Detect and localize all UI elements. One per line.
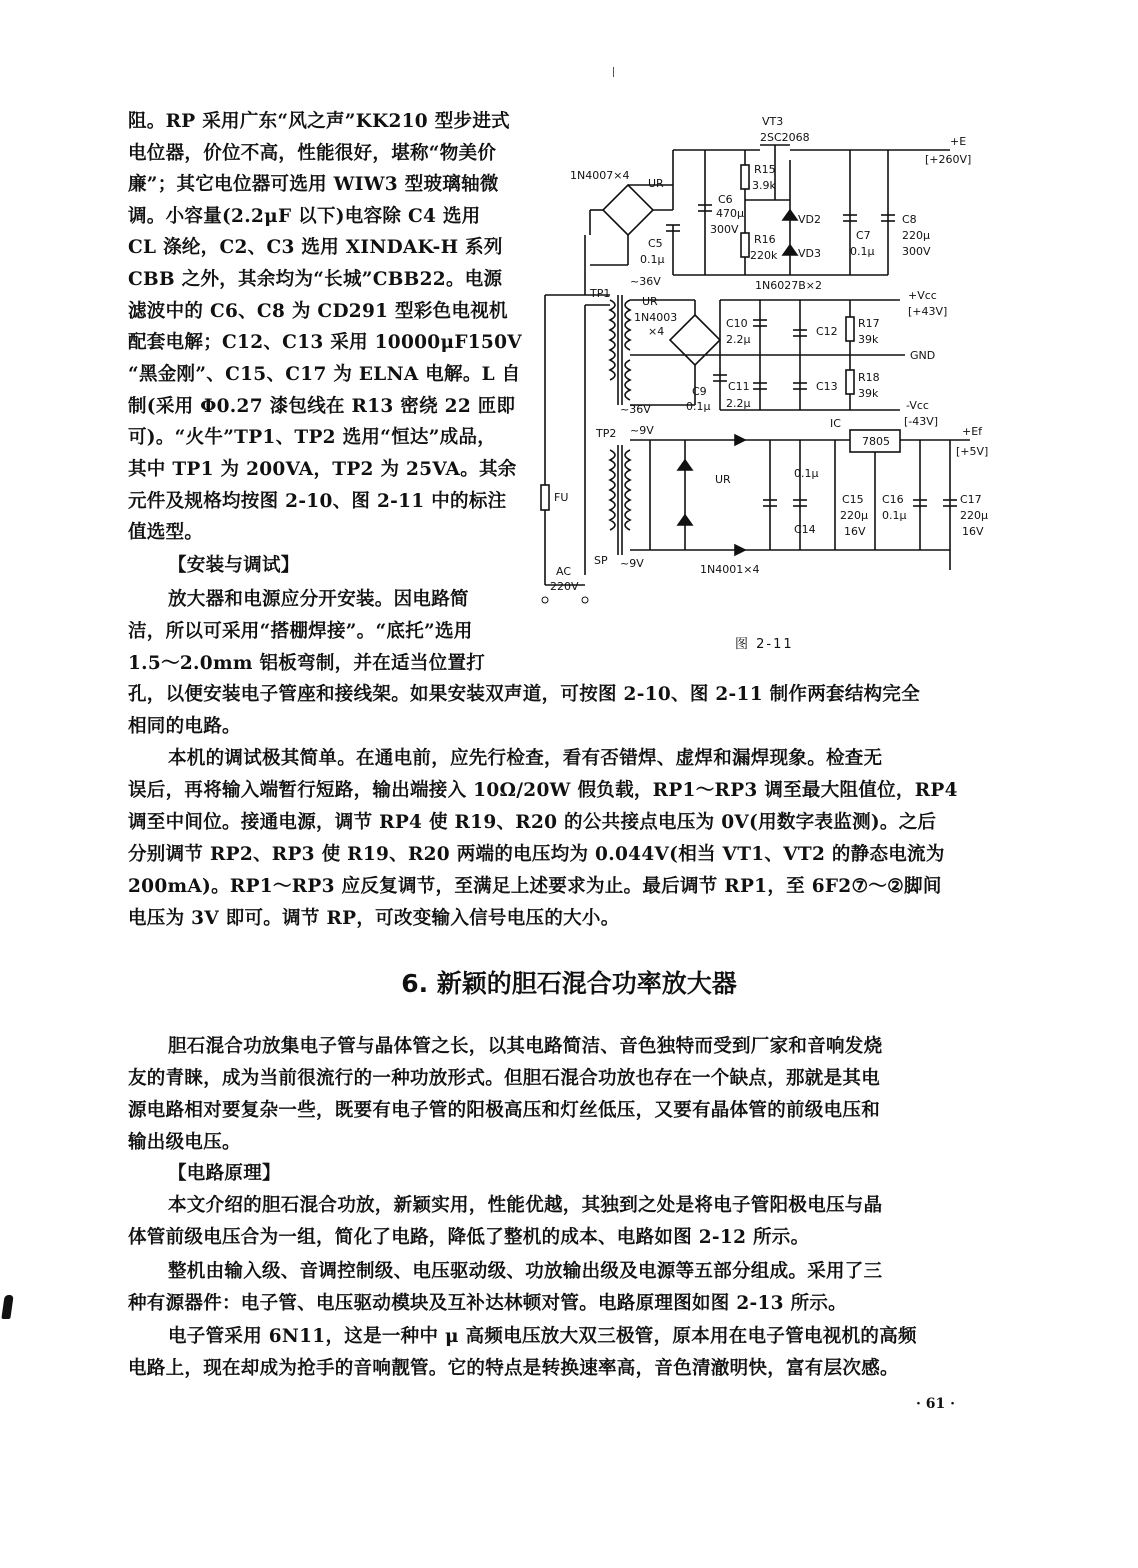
label-gnd: GND [910,349,936,362]
label-c10-val: 2.2μ [726,333,751,346]
body-line: 元件及规格均按图 2-10、图 2-11 中的标注 [128,491,507,512]
label-plus-ef: +Ef [962,425,983,438]
label-vd2: VD2 [798,213,821,226]
label-bridge-l: 1N4003 [634,311,678,324]
label-vt3-type: 2SC2068 [760,131,810,144]
scan-tick [613,67,614,77]
circuit-diagram [530,105,1000,615]
label-c14: C14 [794,523,816,536]
body-line: 输出级电压。 [128,1132,241,1153]
label-c17: C17 [960,493,982,506]
body-line: 调至中间位。接通电源，调节 RP4 使 R19、R20 的公共接点电压为 0V(用数字表监测)。之后 [128,812,937,833]
label-c9-val: 0.1μ [686,400,711,413]
label-c8: C8 [902,213,917,226]
body-line: CL 涤纶，C2、C3 选用 XINDAK-H 系列 [128,237,503,258]
section-heading-install: 【安装与调试】 [168,555,300,576]
body-line: 胆石混合功放集电子管与晶体管之长，以其电路简洁、音色独特而受到厂家和音响发烧 [168,1036,883,1057]
body-line: 孔，以便安装电子管座和接线架。如果安装双声道，可按图 2-10、图 2-11 制作两套结构完全 [128,684,921,705]
label-c16-val: 0.1μ [882,509,907,522]
body-line: 整机由输入级、音调控制级、电压驱动级、功放输出级及电源等五部分组成。采用了三 [168,1261,883,1282]
label-diodes-top: 1N6027B×2 [755,279,822,292]
label-r15-val: 3.9k [752,179,776,192]
label-vcc-pos: +Vcc [908,289,937,302]
body-line: 调。小容量(2.2μF 以下)电容除 C4 选用 [128,206,481,227]
label-c8-val1: 220μ [902,229,930,242]
body-line: 廉”；其它电位器可选用 WIW3 型玻璃轴微 [128,174,499,195]
section-title: 6. 新颖的胆石混合功率放大器 [401,969,737,998]
label-c16: C16 [882,493,904,506]
label-r18: R18 [858,371,880,384]
body-line: 相同的电路。 [128,716,241,737]
body-line: 电压为 3V 即可。调节 RP，可改变输入信号电压的大小。 [128,908,620,929]
label-r16: R16 [754,233,776,246]
label-ur-l: UR [642,295,658,308]
label-c14-val: 0.1μ [794,467,819,480]
label-vcc-neg: -Vcc [906,399,929,412]
label-r15: R15 [754,163,776,176]
figure-caption: 图 2-11 [735,637,794,652]
label-c11-val: 2.2μ [726,397,751,410]
label-c9: C9 [692,385,707,398]
label-c17-val2: 16V [962,525,984,538]
label-sp: SP [594,554,608,567]
label-c13: C13 [816,380,838,393]
label-c6: C6 [718,193,733,206]
body-line: 电位器，价位不高，性能很好，堪称“物美价 [128,143,497,164]
body-line: 分别调节 RP2、RP3 使 R19、R20 两端的电压均为 0.044V(相当 VT1、VT2 的静态电流为 [128,844,945,865]
body-line: 源电路相对要复杂一些，既要有电子管的阳极高压和灯丝低压，又要有晶体管的前级电压和 [128,1100,881,1121]
body-line: 电子管采用 6N11，这是一种中 μ 高频电压放大双三极管，原本用在电子管电视机的高频 [168,1326,917,1347]
body-line: 本机的调试极其简单。在通电前，应先行检查，看有否错焊、虚焊和漏焊现象。检查无 [168,748,883,769]
label-c6-val2: 300V [710,223,739,236]
label-plus-ef-val: [+5V] [956,445,989,458]
label-r17: R17 [858,317,880,330]
label-c5-val: 0.1μ [640,253,665,266]
body-line: 洁，所以可采用“搭棚焊接”。“底托”选用 [128,621,473,642]
label-c7: C7 [856,229,871,242]
body-line: 放大器和电源应分开安装。因电路简 [168,589,469,610]
body-line: 200mA)。RP1～RP3 应反复调节，至满足上述要求为止。最后调节 RP1，至 6F2⑦～②脚间 [128,876,942,897]
body-line: 配套电解；C12、C13 采用 10000μF150V [128,332,522,353]
section-heading-principle: 【电路原理】 [168,1163,281,1184]
label-vt3: VT3 [762,115,784,128]
body-line: 值选型。 [128,522,204,543]
scan-mark [1,1295,13,1319]
label-plus-e: +E [950,135,967,148]
body-line: 滤波中的 C6、C8 为 CD291 型彩色电视机 [128,301,508,322]
body-line: 电路上，现在却成为抢手的音响靓管。它的特点是转换速率高，音色清澈明快，富有层次感。 [128,1358,899,1379]
label-ur-h: UR [648,177,664,190]
body-line: 友的青睐，成为当前很流行的一种功放形式。但胆石混合功放也存在一个缺点，那就是其电 [128,1068,881,1089]
body-line: 1.5～2.0mm 铝板弯制，并在适当位置打 [128,653,486,674]
label-ac: AC [556,565,572,578]
label-9v-top: ~9V [630,424,654,437]
body-line: CBB 之外，其余均为“长城”CBB22。电源 [128,269,503,290]
label-c5: C5 [648,237,663,250]
label-c15: C15 [842,493,864,506]
label-c6-val1: 470μ [716,207,744,220]
label-vcc-neg-val: [-43V] [904,415,939,428]
label-c10: C10 [726,317,748,330]
label-bridge-h: 1N4007×4 [570,169,630,182]
label-r18-val: 39k [858,387,879,400]
label-bridge-f: 1N4001×4 [700,563,760,576]
label-c15-val1: 220μ [840,509,868,522]
label-ur-f: UR [715,473,731,486]
body-line: 种有源器件：电子管、电压驱动模块及互补达林顿对管。电路原理图如图 2-13 所示。 [128,1293,847,1314]
label-36v-bot: ~36V [620,403,651,416]
body-line: 本文介绍的胆石混合功放，新颖实用，性能优越，其独到之处是将电子管阳极电压与晶 [168,1195,883,1216]
label-tp2: TP2 [596,427,617,440]
body-line: 其中 TP1 为 200VA，TP2 为 25VA。其余 [128,459,517,480]
body-line: 阻。RP 采用广东“风之声”KK210 型步进式 [128,111,510,132]
label-ic-type: 7805 [862,435,890,448]
label-bridge-l-n: ×4 [648,325,665,338]
label-vd3: VD3 [798,247,821,260]
body-line: 制(采用 Φ0.27 漆包线在 R13 密绕 22 匝即 [128,396,516,417]
label-ac-val: 220V [550,580,579,593]
body-line: 体管前级电压合为一组，简化了电路，降低了整机的成本、电路如图 2-12 所示。 [128,1227,810,1248]
label-c8-val2: 300V [902,245,931,258]
label-fu: FU [554,491,569,504]
body-line: 可)。“火牛”TP1、TP2 选用“恒达”成品， [128,427,497,448]
label-9v-bot: ~9V [620,557,644,570]
body-line: “黑金刚”、C15、C17 为 ELNA 电解。L 自 [128,364,521,385]
label-c7-val: 0.1μ [850,245,875,258]
label-c17-val1: 220μ [960,509,988,522]
label-r16-val: 220k [750,249,778,262]
label-tp1: TP1 [590,287,611,300]
label-36v-top: ~36V [630,275,661,288]
label-ic: IC [830,417,841,430]
body-line: 误后，再将输入端暂行短路，输出端接入 10Ω/20W 假负载，RP1～RP3 调至最大阻值位，RP4 [128,780,958,801]
label-r17-val: 39k [858,333,879,346]
label-c12: C12 [816,325,838,338]
label-plus-e-val: [+260V] [925,153,972,166]
label-c11: C11 [728,380,750,393]
label-vcc-pos-val: [+43V] [908,305,948,318]
label-c15-val2: 16V [844,525,866,538]
page-number: · 61 · [916,1396,955,1412]
